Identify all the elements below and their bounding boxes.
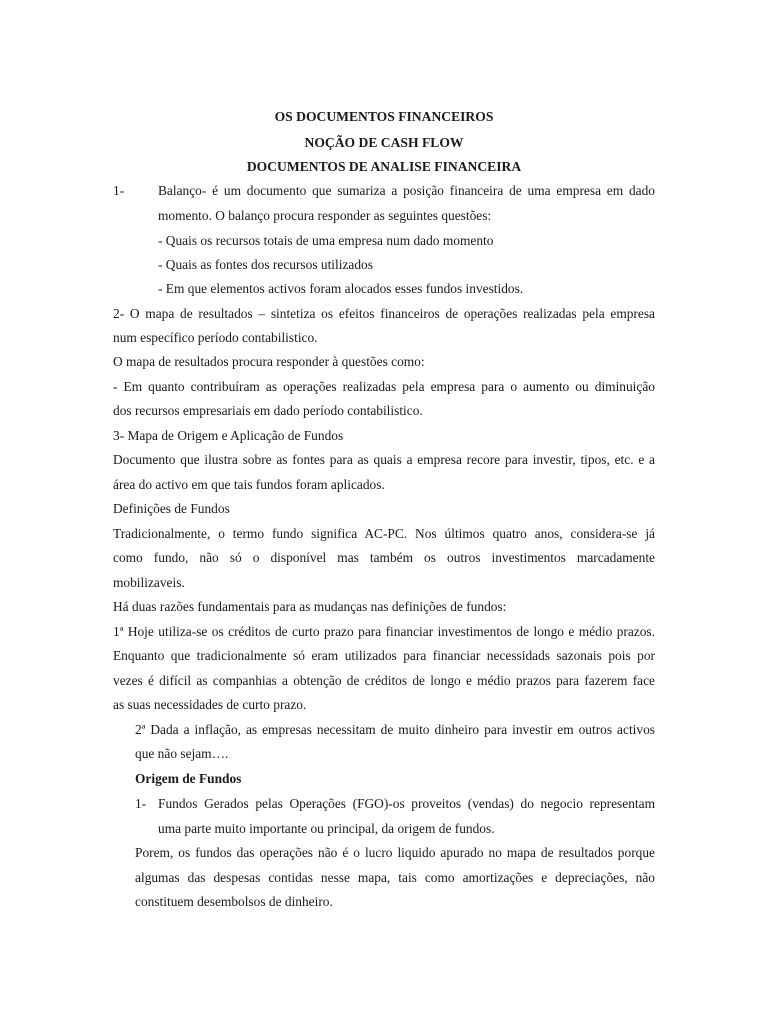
- razao2-line1: 2ª Dada a inflação, as empresas necessitam de muito dinheiro para investir em outros activos: [135, 722, 655, 737]
- origem-item1-number: 1-: [135, 796, 147, 811]
- razao1-line4: as suas necessidades de curto prazo.: [113, 697, 307, 712]
- item1-sub3: - Em que elementos activos foram alocados esses fundos investidos.: [158, 281, 524, 296]
- item3-line2: área do activo em que tais fundos foram aplicados.: [113, 477, 385, 492]
- item3-line1: Documento que ilustra sobre as fontes para as quais a empresa recore para investir, tipos, etc. e a: [113, 452, 655, 467]
- origem-paragraph-line1: Porem, os fundos das operações não é o lucro liquido apurado no mapa de resultados porque: [135, 845, 655, 860]
- item2-line2: num específico período contabilistico.: [113, 330, 318, 345]
- item1-line1: Balanço- é um documento que sumariza a posição financeira de uma empresa em dado: [158, 183, 655, 198]
- item2-line1: 2- O mapa de resultados – sintetiza os efeitos financeiros de operações realizadas pela empresa: [113, 306, 655, 321]
- definicoes-heading: Definições de Fundos: [113, 501, 230, 516]
- definicoes-p1-line2: como fundo, não só o disponível mas também os outros investimentos marcadamente: [113, 550, 655, 565]
- item2-line4: - Em quanto contribuíram as operações realizadas pela empresa para o aumento ou diminuição: [113, 379, 655, 394]
- razao2-line2: que não sejam….: [135, 746, 229, 761]
- document-subtitle-cash-flow: NOÇÃO DE CASH FLOW: [304, 135, 464, 150]
- definicoes-p1-line3: mobilizaveis.: [113, 575, 185, 590]
- item2-line3: O mapa de resultados procura responder à questões como:: [113, 354, 425, 369]
- item1-number: 1-: [113, 183, 125, 198]
- razao1-line1: 1ª Hoje utiliza-se os créditos de curto prazo para financiar investimentos de longo e médio prazos.: [113, 624, 655, 639]
- document-title: OS DOCUMENTOS FINANCEIROS: [274, 109, 494, 124]
- definicoes-p2: Há duas razões fundamentais para as mudanças nas definições de fundos:: [113, 599, 507, 614]
- razao1-line3: vezes é difícil as companhias a obtenção de créditos de longo e médio prazos para fazerem face: [113, 673, 655, 688]
- item1-sub1: - Quais os recursos totais de uma empresa num dado momento: [158, 233, 494, 248]
- origem-paragraph-line2: algumas das despesas contidas nesse mapa, tais como amortizações e depreciações, não: [135, 870, 655, 885]
- origem-paragraph-line3: constituem desembolsos de dinheiro.: [135, 894, 333, 909]
- razao1-line2: Enquanto que tradicionalmente só eram utilizados para financiar necessidads sazonais pois por: [113, 648, 655, 663]
- item2-line5: dos recursos empresariais em dado período contabilistico.: [113, 403, 423, 418]
- origem-item1-line1: Fundos Gerados pelas Operações (FGO)-os proveitos (vendas) do negocio representam: [158, 796, 655, 811]
- definicoes-p1-line1: Tradicionalmente, o termo fundo significa AC-PC. Nos últimos quatro anos, considera-se já: [113, 526, 655, 541]
- item1-line2: momento. O balanço procura responder as seguintes questões:: [158, 208, 492, 223]
- origem-heading: Origem de Fundos: [135, 771, 242, 786]
- item3-heading: 3- Mapa de Origem e Aplicação de Fundos: [113, 428, 344, 443]
- origem-item1-line2: uma parte muito importante ou principal, da origem de fundos.: [158, 821, 495, 836]
- document-subtitle-analise: DOCUMENTOS DE ANALISE FINANCEIRA: [246, 159, 522, 174]
- item1-sub2: - Quais as fontes dos recursos utilizados: [158, 257, 373, 272]
